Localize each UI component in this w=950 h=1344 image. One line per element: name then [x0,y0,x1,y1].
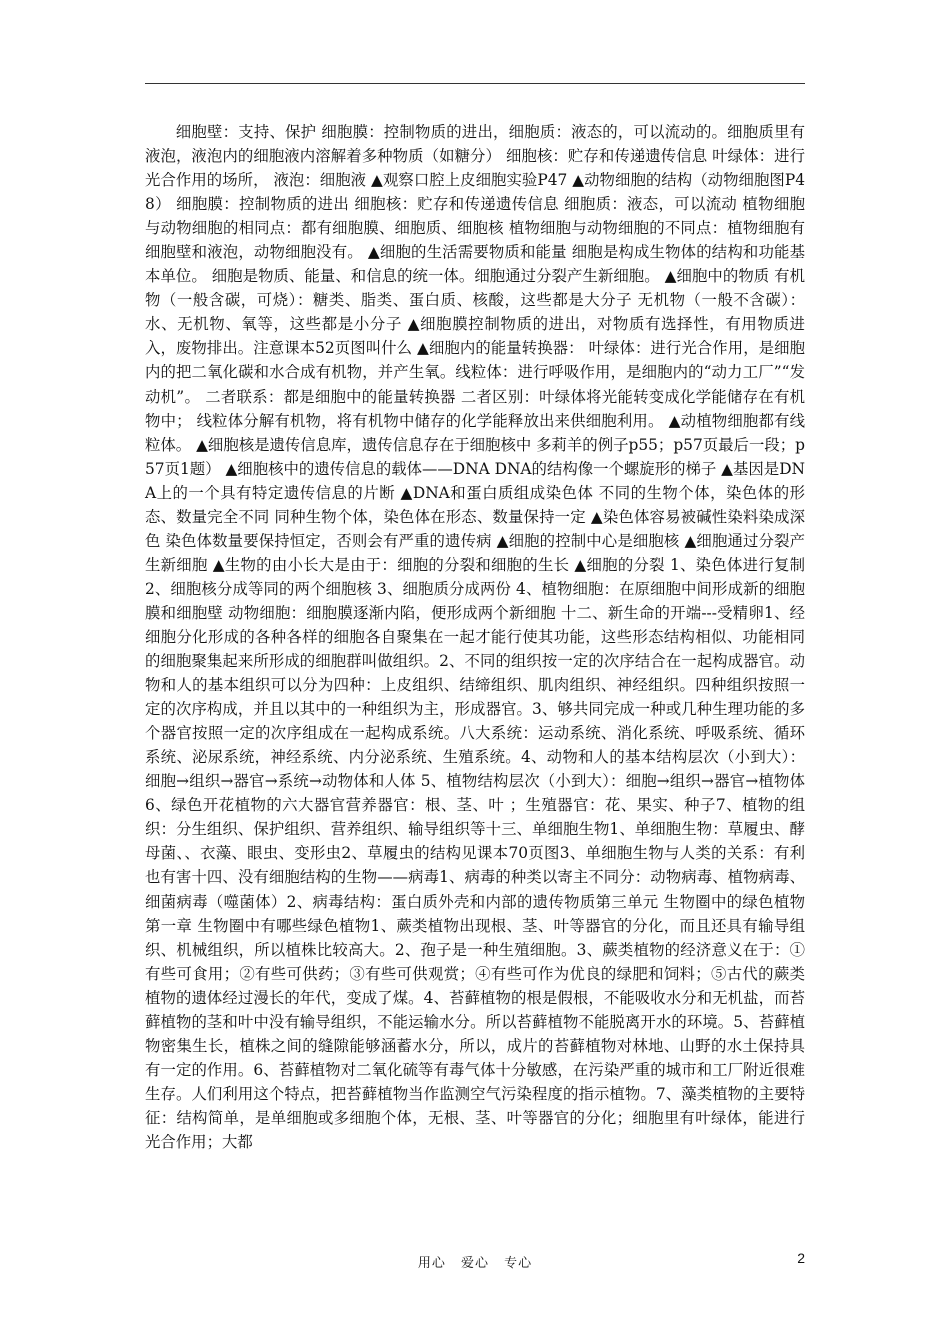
page-number: 2 [797,1250,805,1266]
footer-motto: 用心 爱心 专心 [417,1256,533,1271]
header-rule [145,83,805,84]
body-paragraph: 细胞壁：支持、保护 细胞膜：控制物质的进出，细胞质：液态的，可以流动的。细胞质里有液泡，液泡内的细胞液内溶解着多种物质（如糖分） 细胞核：贮存和传递遗传信息 叶绿体：进行光合作用的场所， 液泡：细胞液 ▲观察口腔上皮细胞实验P47 ▲动物细胞的结构（动物细胞图P48） 细胞膜：控制物质的进出 细胞核：贮存和传递遗传信息 细胞质：液态，可以流动 植物细胞与动物细胞的相同点：都有细胞膜、细胞质、细胞核 植物细胞与动物细胞的不同点：植物细胞有细胞壁和液泡，动物细胞没有。 ▲细胞的生活需要物质和能量 细胞是构成生物体的结构和功能基本单位。 细胞是物质、能量、和信息的统一体。细胞通过分裂产生新细胞。 ▲细胞中的物质 有机物（一般含碳，可烧）：糖类、脂类、蛋白质、核酸，这些都是大分子 无机物（一般不含碳）：水、无机物、氧等，这些都是小分子 ▲细胞膜控制物质的进出，对物质有选择性，有用物质进入，废物排出。注意课本52页图叫什么 ▲细胞内的能量转换器： 叶绿体：进行光合作用，是细胞内的把二氧化碳和水合成有机物，并产生氧。线粒体：进行呼吸作用，是细胞内的“动力工厂”“发动机”。 二者联系：都是细胞中的能量转换器 二者区别：叶绿体将光能转变成化学能储存在有机物中； 线粒体分解有机物，将有机物中储存的化学能释放出来供细胞利用。 ▲动植物细胞都有线粒体。 ▲细胞核是遗传信息库，遗传信息存在于细胞核中 多莉羊的例子p55；p57页最后一段；p57页1题） ▲细胞核中的遗传信息的载体——DNA DNA的结构像一个螺旋形的梯子 ▲基因是DNA上的一个具有特定遗传信息的片断 ▲DNA和蛋白质组成染色体 不同的生物个体，染色体的形态、数量完全不同 同种生物个体，染色体在形态、数量保持一定 ▲染色体容易被碱性染料染成深色 染色体数量要保持恒定，否则会有严重的遗传病 ▲细胞的控制中心是细胞核 ▲细胞通过分裂产生新细胞 ▲生物的由小长大是由于：细胞的分裂和细胞的生长 ▲细胞的分裂 1、染色体进行复制 2、细胞核分成等同的两个细胞核 3、细胞质分成两份 4、植物细胞：在原细胞中间形成新的细胞膜和细胞壁 动物细胞：细胞膜逐渐内陷，便形成两个新细胞 十二、新生命的开端---受精卵1、经细胞分化形成的各种各样的细胞各自聚集在一起才能行使其功能，这些形态结构相似、功能相同的细胞聚集起来所形成的细胞群叫做组织。2、不同的组织按一定的次序结合在一起构成器官。动物和人的基本组织可以分为四种：上皮组织、结缔组织、肌肉组织、神经组织。四种组织按照一定的次序构成，并且以其中的一种组织为主，形成器官。3、够共同完成一种或几种生理功能的多个器官按照一定的次序组成在一起构成系统。八大系统：运动系统、消化系统、呼吸系统、循环系统、泌尿系统，神经系统、内分泌系统、生殖系统。4、动物和人的基本结构层次（小到大）：细胞→组织→器官→系统→动物体和人体 5、植物结构层次（小到大）：细胞→组织→器官→植物体 6、绿色开花植物的六大器官营养器官：根、茎、叶 ；生殖器官：花、果实、种子7、植物的组织：分生组织、保护组织、营养组织、输导组织等十三、单细胞生物1、单细胞生物：草履虫、酵母菌、、衣藻、眼虫、变形虫2、草履虫的结构见课本70页图3、单细胞生物与人类的关系：有利也有害十四、没有细胞结构的生物——病毒1、病毒的种类以寄主不同分：动物病毒、植物病毒、细菌病毒（噬菌体）2、病毒结构：蛋白质外壳和内部的遗传物质第三单元 生物圈中的绿色植物第一章 生物圈中有哪些绿色植物1、蕨类植物出现根、茎、叶等器官的分化，而且还具有输导组织、机械组织，所以植株比较高大。2、孢子是一种生殖细胞。3、蕨类植物的经济意义在于：①有些可食用；②有些可供药；③有些可供观赏；④有些可作为优良的绿肥和饲料；⑤古代的蕨类植物的遗体经过漫长的年代，变成了煤。4、苔藓植物的根是假根，不能吸收水分和无机盐，而苔藓植物的茎和叶中没有输导组织，不能运输水分。所以苔藓植物不能脱离开水的环境。5、苔藓植物密集生长，植株之间的缝隙能够涵蓄水分，所以，成片的苔藓植物对林地、山野的水土保持具有一定的作用。6、苔藓植物对二氧化硫等有毒气体十分敏感，在污染严重的城市和工厂附近很难生存。人们利用这个特点，把苔藓植物当作监测空气污染程度的指示植物。7、藻类植物的主要特征：结构简单，是单细胞或多细胞个体，无根、茎、叶等器官的分化；细胞里有叶绿体，能进行光合作用；大都 [145,123,805,1151]
